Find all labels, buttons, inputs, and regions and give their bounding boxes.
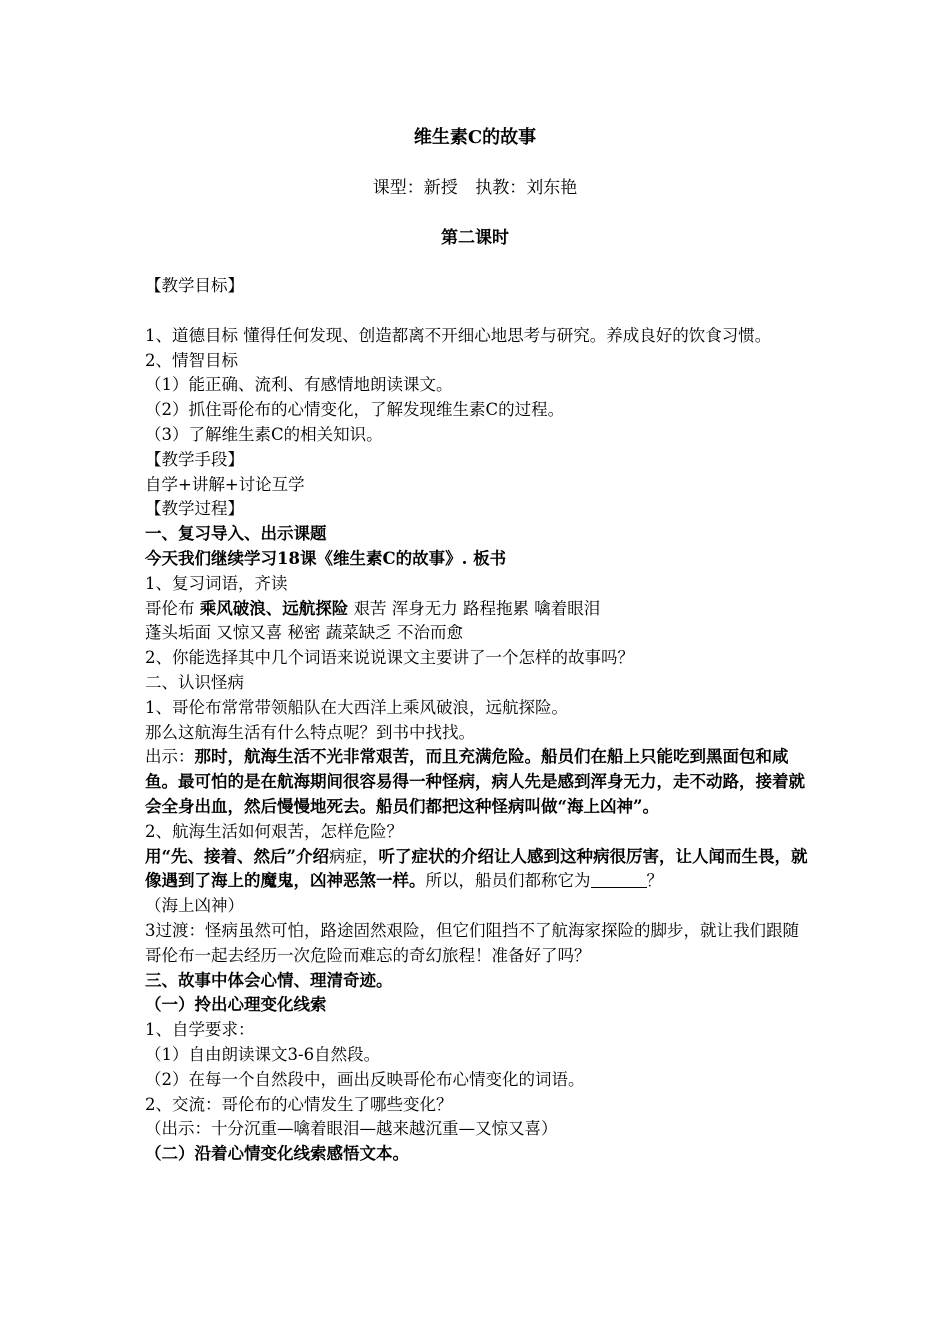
step-3-1-heading: （一）拎出心理变化线索 <box>145 995 327 1015</box>
step-1-1: 1、复习词语，齐读 <box>145 573 288 593</box>
answer-text: （海上凶神） <box>145 896 244 916</box>
use-a: 用“先、接着、然后”介绍 <box>145 846 329 866</box>
use-b: 病症， <box>328 846 379 866</box>
transition-text: 3过渡：怪病虽然可怕，路途固然艰险，但它们阻挡不了航海家探险的脚步，就让我们跟随哥伦布一起去经历一次危险而难忘的奇幻旅程！准备好了吗？ <box>145 920 799 965</box>
goals-heading: 【教学目标】 <box>145 276 244 295</box>
use-paragraph <box>145 845 810 895</box>
show-paragraph <box>145 745 810 819</box>
step-3-1-1b: （2）在每一个自然段中，画出反映哥伦布心情变化的词语。 <box>145 1069 585 1089</box>
lesson-number: 第二课时 <box>441 228 509 248</box>
word-list-1 <box>145 597 810 622</box>
fill-blank <box>591 871 647 888</box>
step-1-heading: 一、复习导入、出示课题 <box>145 524 327 544</box>
step-1-2: 2、你能选择其中几个词语来说说课文主要讲了一个怎样的故事吗？ <box>145 648 634 668</box>
use-e: ？ <box>646 871 663 891</box>
step-1-intro: 今天我们继续学习18课《维生素C的故事》. 板书 <box>145 548 507 568</box>
use-d: 所以，船员们都称它为 <box>425 871 591 891</box>
step-3-1-1a: （1）自由朗读课文3-6自然段。 <box>145 1044 381 1064</box>
word-list-1-c: 艰苦 浑身无力 路程拖累 噙着眼泪 <box>353 598 601 618</box>
step-3-1-2: 2、交流：哥伦布的心情发生了哪些变化？ <box>145 1094 453 1114</box>
lesson-body <box>145 274 810 1167</box>
word-list-1-b: 乘风破浪、远航探险 <box>199 598 349 618</box>
goal-2a: （1）能正确、流利、有感情地朗读课文。 <box>145 375 453 395</box>
means-heading: 【教学手段】 <box>145 449 244 469</box>
step-3-2-heading: （二）沿着心情变化线索感悟文本。 <box>145 1144 409 1164</box>
word-list-2: 蓬头垢面 又惊又喜 秘密 蔬菜缺乏 不治而愈 <box>145 623 463 643</box>
step-2-1: 1、哥伦布常常带领船队在大西洋上乘风破浪，远航探险。 <box>145 697 568 717</box>
lesson-meta <box>0 176 950 200</box>
show-text: 那时，航海生活不光非常艰苦，而且充满危险。船员们在船上只能吃到黑面包和咸鱼。最可怕的是在航海期间很容易得一种怪病，病人先是感到浑身无力，走不动路，接着就会全身出血，然后慢慢地死去。船员们都把这种怪病叫做“海上凶神”。 <box>145 747 805 816</box>
goal-1: 1、道德目标 懂得任何发现、创造都离不开细心地思考与研究。养成良好的饮食习惯。 <box>145 325 772 345</box>
use-c: 听了症状的介绍让人感到这种病很厉害，让人闻而生畏，就像遇到了海上的魔鬼，凶神恶煞一样。 <box>145 846 808 891</box>
show-label: 出示： <box>145 747 195 767</box>
means-text: 自学+讲解+讨论互学 <box>145 474 305 494</box>
word-list-1-a: 哥伦布 <box>145 598 195 618</box>
goal-2b: （2）抓住哥伦布的心情变化，了解发现维生素C的过程。 <box>145 400 565 420</box>
step-2-heading: 二、认识怪病 <box>145 672 244 692</box>
lesson-type: 课型：新授 <box>372 178 458 198</box>
step-3-heading: 三、故事中体会心情、理清奇迹。 <box>145 970 393 990</box>
goal-2c: （3）了解维生素C的相关知识。 <box>145 424 383 444</box>
step-3-1-1: 1、自学要求： <box>145 1020 255 1040</box>
step-2-1-question: 那么这航海生活有什么特点呢？到书中找找。 <box>145 722 475 742</box>
process-heading: 【教学过程】 <box>145 499 244 519</box>
step-3-1-2a: （出示：十分沉重—噙着眼泪—越来越沉重—又惊又喜） <box>145 1119 558 1139</box>
step-2-2: 2、航海生活如何艰苦，怎样危险？ <box>145 821 403 841</box>
goal-2: 2、情智目标 <box>145 350 238 370</box>
lesson-teacher: 执教：刘东艳 <box>475 178 578 198</box>
document-title: 维生素C的故事 <box>413 127 537 148</box>
